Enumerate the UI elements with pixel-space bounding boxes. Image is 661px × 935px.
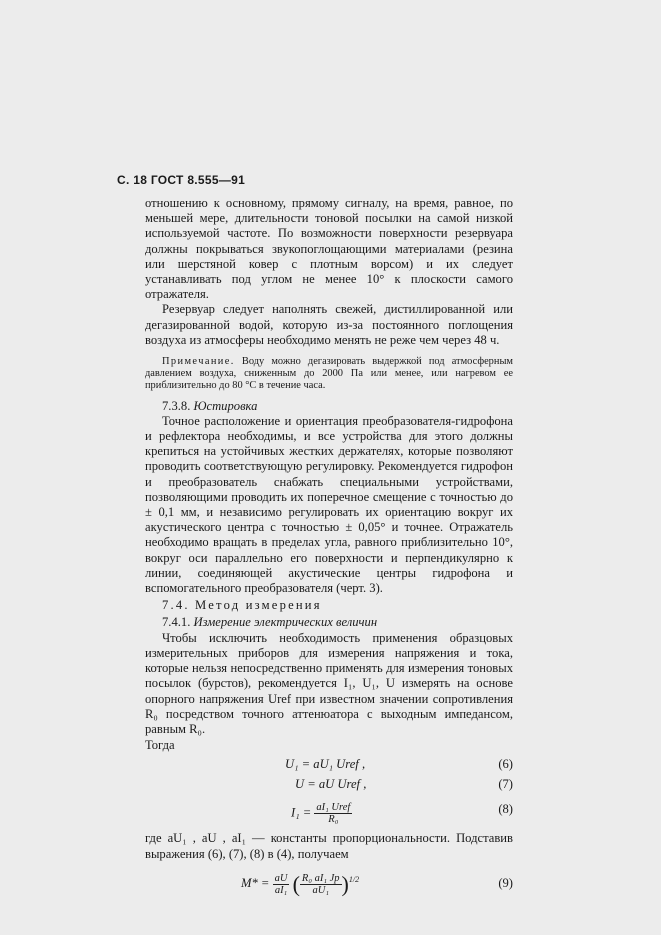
equation-8-denominator: R₀ (328, 814, 339, 826)
equation-8-numerator: aI₁ Uref (316, 802, 351, 814)
equation-9-lhs: M* = (241, 875, 270, 890)
equation-7-body: U = aU Uref , (295, 777, 367, 792)
paragraph-water: Резервуар следует наполнять свежей, дистиллированной или дегазированной водой, которую из-за постоянного поглощения воздуха из атмосферы необходимо менять не реже чем через 48 ч. (145, 302, 513, 347)
equation-6 (145, 757, 513, 777)
equation-9-f1-numerator: aU (274, 872, 288, 884)
equation-9-fraction-1 (273, 873, 290, 896)
section-7-4-1-title: Измерение электрических величин (193, 615, 378, 630)
equation-9-fraction-2 (300, 873, 342, 896)
equation-8-body (291, 802, 352, 825)
body-text (145, 196, 513, 902)
paragraph-measurement: Чтобы исключить необходимость применения образцовых измерительных приборов для измерения напряжения и тока, которые нельзя непосредственно применять для измерения тоновых посылок (бурстов), рекомендуется I₁, U₁, U измерять на основе опорного напряжения Uref при известном значении сопротивления R₀ посредством точного аттенюатора с выходным импедансом, равным R₀. (145, 630, 513, 736)
paragraph-alignment: Точное расположение и ориентация преобразователя-гидрофона и рефлектора необходимы, и все устройства для этого должны крепиться на устойчивых жестких держателях, которые позволяют проводить соответствующую регулировку. Рекомендуется гидрофон и преобразователь снабжать специальными устройствами, позволяющими проводить их поперечное смещение с точностью до ± 0,1 мм, и независимо регулировать их ориентацию вокруг их акустического центра с точностью ± 0,05° и точнее. Отражатель необходимо вращать в пределах угла, равного приблизительно 10°, вокруг оси параллельно его поверхности и перпендикулярно к линии, соединяющей акустические центры гидрофона и вспомогательного преобразователя (черт. 3). (145, 413, 513, 596)
paragraph-where: где aU₁ , aU , aI₁ — константы пропорциональности. Подставив выражения (6), (7), (8) в (4), получаем (145, 831, 513, 861)
equation-9-open-paren: ( (292, 871, 300, 897)
note-text: Воду можно дегазировать выдержкой под атмосферным давлением воздуха, сниженным до 2000 Па или менее, или нагревом ее приблизительно до 80 °С в течение часа. (145, 356, 513, 392)
equation-9-f2-numerator: R₀ aI₁ Jp (301, 872, 340, 884)
equation-9-number: (9) (498, 875, 513, 890)
equation-7 (145, 777, 513, 797)
equation-8-lhs: I₁ = (291, 805, 312, 820)
note-label: Примечание. (162, 356, 235, 368)
equation-9-f1-denominator: aI₁ (274, 884, 288, 896)
equation-7-number: (7) (498, 777, 513, 792)
section-7-4-1-heading (162, 615, 513, 630)
equation-8-fraction (314, 802, 352, 825)
section-7-3-8-title: Юстировка (193, 398, 258, 413)
equation-9-body (241, 872, 359, 896)
equation-9 (145, 868, 513, 902)
equation-6-body: U₁ = aU₁ Uref , (285, 757, 366, 772)
equation-9-f2-denominator: aU₁ (312, 884, 329, 896)
section-7-4-1-number: 7.4.1. (162, 615, 191, 630)
section-7-3-8-number: 7.3.8. (162, 398, 191, 413)
note (145, 356, 513, 393)
page-header: С. 18 ГОСТ 8.555—91 (117, 173, 246, 187)
equation-8-number: (8) (498, 802, 513, 817)
paragraph-continuation: отношению к основному, прямому сигналу, на время, равное, по меньшей мере, длительности тоновой посылки на самой низкой используемой частоте. По возможности поверхности резервуара должны покрываться звукопоглощающими материалами (резина или шерстяной ковер с плотным ворсом) и их следует устанавливать под углом не менее 10° к плоскости самого отражателя. (145, 196, 513, 302)
equation-8 (145, 797, 513, 827)
equation-6-number: (6) (498, 757, 513, 772)
section-7-3-8-heading (162, 399, 513, 414)
paragraph-togda: Тогда (145, 738, 175, 753)
equation-9-exponent: 1/2 (348, 874, 360, 884)
equation-9-close-paren: ) (341, 871, 349, 897)
section-7-4-heading: 7.4. Метод измерения (162, 598, 322, 613)
